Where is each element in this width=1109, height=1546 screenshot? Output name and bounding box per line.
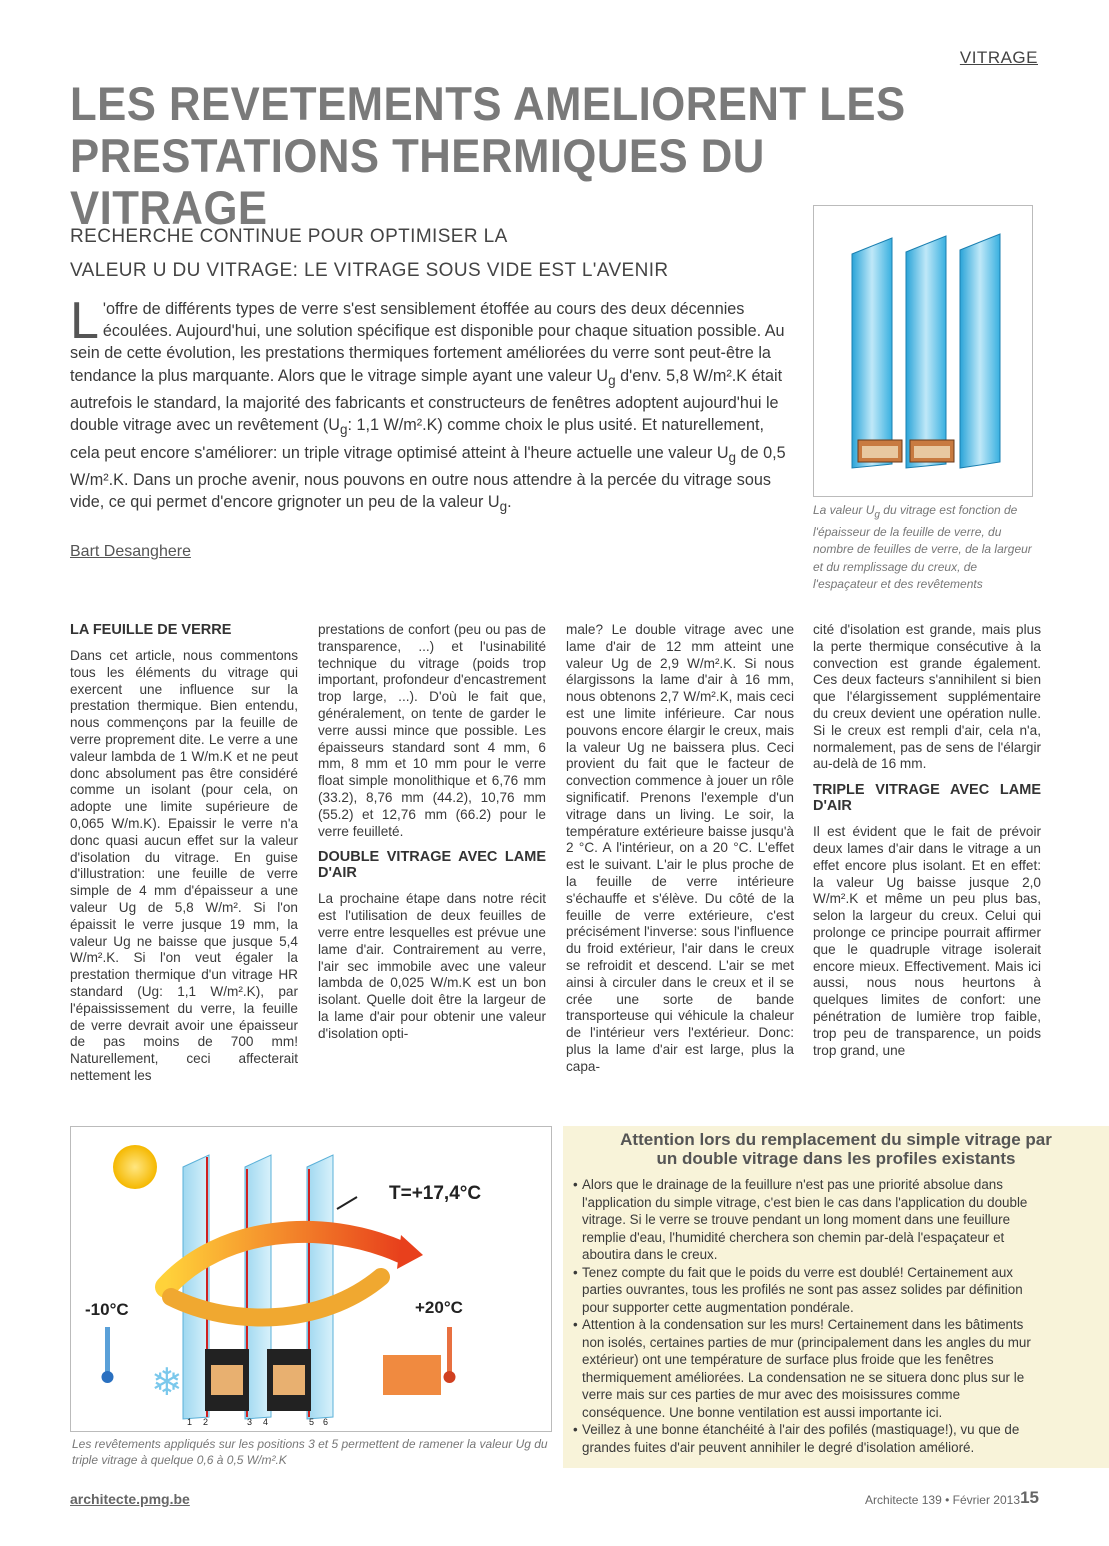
caption1-text-b: du vitrage est fonction de l'épaisseur de la feuille de verre, du nombre de feuilles de verre, de la largeur et du remplissage du creux, de l'espaçateur et des revêtements (813, 503, 1032, 592)
intro-text-1: 'offre de différents types de verre s'est sensiblement étoffée au cours des deux décennies écoulées. Aujourd'hui, une solution spécifique est disponible pour chaque situation possible. Au sein de cette évolution, les prestations thermiques fortement améliorées du verre sont peut-être la tendance la plus marquante. Alors que le vitrage simple ayant une valeur U (70, 300, 785, 385)
dropcap: L (70, 292, 99, 350)
footer-issue: Architecte 139 • Février 2013 (865, 1493, 1020, 1507)
subtitle-line-2: VALEUR U DU VITRAGE: LE VITRAGE SOUS VIDE EST L'AVENIR (70, 260, 669, 281)
footer-url-link[interactable]: architecte.pmg.be (70, 1491, 190, 1507)
inside-temp: +20°C (415, 1298, 463, 1317)
column-3-text: male? Le double vitrage avec une lame d'air de 12 mm atteint une valeur Ug de 2,9 W/m².K. Si nous élargissons la lame d'air à 16 mm, nous obtenons 2,7 W/m².K, mais ceci est une limite inférieure. Car nous pouvons encore élargir le creux, mais la valeur Ug ne baissera plus. Ceci provient du fait que le facteur de convection commence à jouer un rôle significatif. Prenons l'exemple d'un vitrage dans un living. Le soir, la température extérieure baisse jusqu'à 2 °C. A l'intérieur, on a 20 °C. L'effet est le suivant. L'air le plus proche de la feuille de verre intérieure s'échauffe et s'élève. Du côté de la feuille de verre extérieure, c'est précisément l'inverse: sous l'influence du froid extérieur, l'air dans le creux se refroidit et descend. L'air se met ainsi à circuler dans le creux et il se crée une sorte de bande transporteuse qui véhicule la chaleur de l'intérieur vers l'extérieur. Donc: plus la lame d'air est large, plus la capa- (566, 622, 794, 1074)
heat-flow-arrowhead (397, 1235, 423, 1269)
glass-pane-1 (852, 238, 892, 468)
column-2 (318, 622, 546, 1052)
attention-item: • Attention à la condensation sur les murs! Certainement dans les bâtiments non isolés, certaines parties de mur (principalement dans les angles du mur extérieur) ont une température de surface plus froide que les fenêtres thermiquement améliorées. La condensation ne se situera donc plus sur le verre mais sur ces parties de mur avec des moisissures comme conséquence. Une bonne ventilation est aussi importante ici. (573, 1316, 1043, 1421)
position-4: 4 (263, 1417, 269, 1427)
label-pointer (337, 1197, 357, 1209)
position-2: 2 (203, 1417, 209, 1427)
column-4-text-2: Il est évident que le fait de prévoir deux lames d'air dans le vitrage a un effet encore plus isolant. Et en effet: la valeur Ug baisse jusque 2,0 W/m².K et même un peu plus bas, selon la largeur du creux. Celui qui prolonge ce principe pourrait affirmer que le quadruple vitrage isolerait encore mieux. Effectivement. Mais ici aussi, nous nous heurtons à quelques limites de confort: une pénétration de lumière trop faible, trop peu de transparence, un poids trop grand, une (813, 824, 1041, 1058)
radiator-icon (383, 1355, 441, 1395)
glass-pane-3 (960, 234, 1000, 468)
article-title: LES REVETEMENTS AMELIORENT LES PRESTATIONS THERMIQUES DU VITRAGE (70, 77, 906, 234)
convection-illustration (71, 1127, 551, 1431)
intro-text-5: . (507, 493, 512, 512)
attention-item: • Veillez à une bonne étanchéité à l'air des pofilés (mastiquage!), vu que de grandes fuites d'air peuvent annihiler le degré d'isolation amélioré. (573, 1421, 1043, 1456)
attention-box (563, 1126, 1109, 1468)
heading-triple-vitrage: TRIPLE VITRAGE AVEC LAME D'AIR (813, 782, 1041, 815)
position-5: 5 (309, 1417, 315, 1427)
attention-title-line-1: Attention lors du remplacement du simple vitrage par (620, 1130, 1052, 1149)
glazing-figure (813, 205, 1033, 497)
attention-item: • Alors que le drainage de la feuillure n'est pas une priorité absolue dans l'application du simple vitrage, c'est bien le cas dans l'application du double vitrage. Si le verre se trouve pendant un long moment dans une feuillure remplie d'eau, l'humidité cherchera son chemin par-delà l'espaçateur et aboutira dans le creux. (573, 1176, 1043, 1264)
intro-sub-1: g (608, 372, 616, 388)
intro-sub-2: g (339, 422, 348, 438)
column-4 (813, 622, 1041, 1068)
subtitle-line-1: RECHERCHE CONTINUE POUR OPTIMISER LA (70, 226, 508, 247)
column-4-text-1: cité d'isolation est grande, mais plus la perte thermique consécutive à la convection est grande également. Ces deux facteurs s'annihilent si bien que l'élargissement supplémentaire du creux devient une opération nulle. Si le creux est rempli d'air, cela n'a, normalement, pas de sens de l'élargir au-delà de 16 mm. (813, 622, 1041, 772)
position-3: 3 (247, 1417, 253, 1427)
intro-text-4: de 0,5 W/m².K. Dans un proche avenir, nous pouvons en outre nous attendre à la percée du vitrage sous vide, ce qui permet d'encore grignoter un peu de la valeur U (70, 443, 786, 512)
triple-glazing-illustration (814, 206, 1032, 496)
intro-sub-3: g (728, 449, 737, 465)
attention-item: • Tenez compte du fait que le poids du verre est doublé! Certainement aux parties ouvrantes, tous les profilés ne sont pas assez solides par définition pour supporter cette augmentation pondérale. (573, 1264, 1043, 1317)
intro-text-3: : 1,1 W/m².K) comme choix le plus usité. Et naturellement, cela peut encore s'améliorer: un triple vitrage optimisé atteint à l'heure actuelle une valeur U (70, 416, 764, 462)
attention-title-line-2: un double vitrage dans les profiles existants (656, 1149, 1016, 1168)
attention-title (563, 1130, 1109, 1168)
outside-temp: -10°C (85, 1300, 129, 1319)
column-2-text-2: La prochaine étape dans notre récit est l'utilisation de deux feuilles de verre entre lesquelles est prévue une lame d'air. Contrairement au verre, l'air sec immobile avec une valeur lambda de 0,025 W/m.K est un bon isolant. Quelle doit être la largeur de la lame d'air pour obtenir une valeur d'isolation opti- (318, 891, 546, 1041)
intro-sub-4: g (499, 499, 508, 515)
cold-thermometer-bulb (102, 1371, 114, 1383)
fig2-desiccant-1 (211, 1365, 243, 1395)
heading-feuille-de-verre: LA FEUILLE DE VERRE (70, 622, 232, 638)
figure1-caption (813, 502, 1035, 594)
page-number: 15 (1020, 1488, 1039, 1507)
cold-thermometer-icon (105, 1327, 110, 1373)
sun-icon (113, 1145, 157, 1189)
column-1-text: Dans cet article, nous commentons tous les éléments du vitrage qui exercent une influence sur la prestation thermique. Bien entendu, nous commençons par la feuille de verre proprement dite. Le verre a une valeur lambda de 1 W/m.K et ne peut donc absolument pas être considéré comme un isolant (pour cela, on adopte une limite supérieure de 0,065 W/m.K). Epaissir le verre n'a donc quasi aucun effet sur la valeur d'isolation du vitrage. En guise d'illustration: une feuille de verre simple de 4 mm d'épaisseur a une valeur Ug de 5,8 W/m². Si l'on épaissit le verre jusque 19 mm, la valeur Ug ne baisse que jusque 5,4 W/m².K. Si l'on veut égaler la prestation thermique d'un vitrage HR standard (Ug: 1,1 W/m².K), par l'épaississement du verre, la feuille de verre devrait avoir une épaisseur de pas moins de 700 mm! Naturellement, ceci affecterait nettement les (70, 648, 298, 1083)
article-subtitle (70, 220, 770, 288)
warm-thermometer-bulb (444, 1371, 456, 1383)
fig2-desiccant-2 (273, 1365, 305, 1395)
intro-text-2: d'env. 5,8 W/m².K était autrefois le standard, la majorité des fabricants et constructeurs de fenêtres adoptent aujourd'hui le double vitrage avec un revêtement (U (70, 366, 783, 435)
desiccant-1 (862, 446, 898, 458)
position-1: 1 (187, 1417, 193, 1427)
caption1-text-a: La valeur U (813, 503, 875, 517)
figure2-caption: Les revêtements appliqués sur les positions 3 et 5 permettent de ramener la valeur Ug du triple vitrage à quelque 0,6 à 0,5 W/m².K (72, 1437, 548, 1467)
convection-figure (70, 1126, 552, 1432)
column-1 (70, 622, 298, 1094)
caption1-sub: g (874, 509, 880, 521)
snowflake-icon: ❄ (151, 1360, 183, 1404)
temp-label: T=+17,4°C (389, 1183, 482, 1204)
heading-double-vitrage: DOUBLE VITRAGE AVEC LAME D'AIR (318, 849, 546, 882)
glass-pane-2 (906, 236, 946, 468)
section-tag: VITRAGE (959, 48, 1038, 67)
attention-list (573, 1176, 1043, 1456)
desiccant-2 (914, 446, 950, 458)
intro-paragraph (70, 292, 792, 519)
column-2-text-1: prestations de confort (peu ou pas de transparence, ...) et l'usinabilité technique du vitrage (poids trop important, profondeur d'encastrement trop large, ...). D'où le fait que, généralement, on tente de garder le verre aussi mince que possible. Les épaisseurs standard sont 4 mm, 6 mm, 8 mm et 10 mm pour le verre float simple monolithique et 6,76 mm (33.2), 8,76 mm (44.2), 10,76 mm (55.2) et 12,76 mm (66.2) pour le verre feuilleté. (318, 622, 546, 839)
position-6: 6 (323, 1417, 329, 1427)
author-name: Bart Desanghere (70, 543, 191, 560)
warm-thermometer-icon (447, 1327, 452, 1373)
column-3 (566, 622, 794, 1085)
